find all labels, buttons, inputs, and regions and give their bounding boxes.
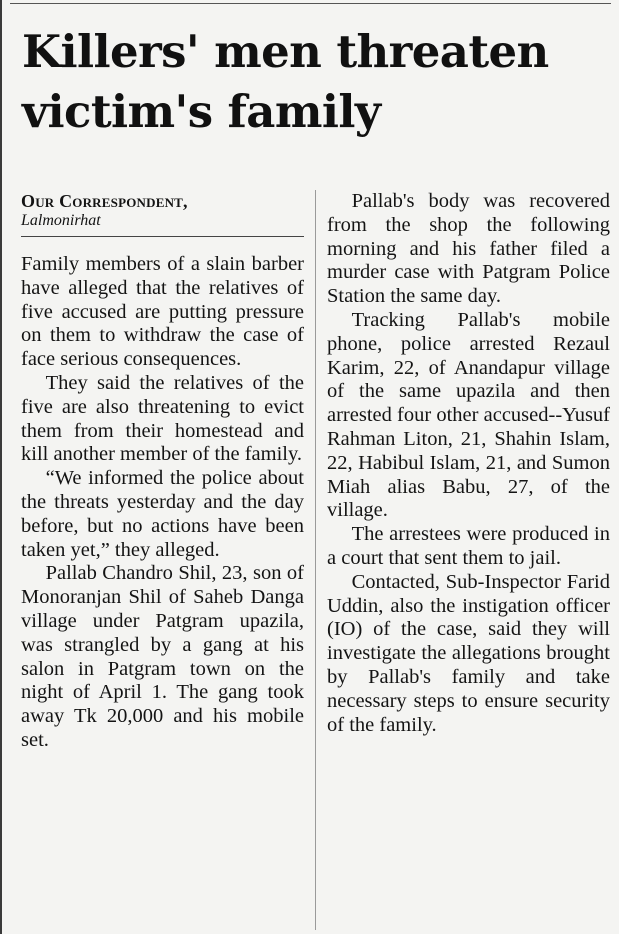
paragraph: Family members of a slain barber have alleged that the relatives of five accused are putting pressure on them to withdraw the case of face serious consequences.	[21, 253, 304, 371]
headline: Killers' men threaten victim's family	[22, 25, 549, 138]
paragraph: Tracking Pallab's mobile phone, police arrested Rezaul Karim, 22, of Anandapur village of the same upazila and then arrested four other accused--Yusuf Rahman Liton, 21, Shahin Islam, 22, Habibul Islam, 21, and Sumon Miah alias Babu, 27, of the village.	[327, 308, 610, 522]
paragraph: The arrestees were produced in a court that sent them to jail.	[327, 523, 610, 569]
article-column-right	[327, 190, 610, 737]
byline-rule	[21, 236, 304, 237]
paragraph: Pallab's body was recovered from the shop the following morning and his father filed a murder case with Patgram Police Station the same day.	[327, 190, 610, 308]
byline-author: Our Correspondent,	[21, 191, 188, 211]
byline-location: Lalmonirhat	[21, 212, 101, 229]
column-divider	[315, 190, 316, 930]
article-column-left	[21, 190, 304, 753]
paragraph: Pallab Chandro Shil, 23, son of Monoranjan Shil of Saheb Danga village under Patgram upazila, was strangled by a gang at his salon in Patgram town on the night of April 1. The gang took away Tk 20,000 and his mobile set.	[21, 562, 304, 751]
paragraph: Contacted, Sub-Inspector Farid Uddin, also the instigation officer (IO) of the case, said they will investigate the allegations brought by Pallab's family and take necessary steps to ensure security of the family.	[327, 570, 610, 736]
top-rule	[10, 3, 611, 4]
paragraph: They said the relatives of the five are also threatening to evict them from their homestead and kill another member of the family.	[21, 371, 304, 466]
paragraph: “We informed the police about the threats yesterday and the day before, but no actions have been taken yet,” they alleged.	[21, 467, 304, 561]
